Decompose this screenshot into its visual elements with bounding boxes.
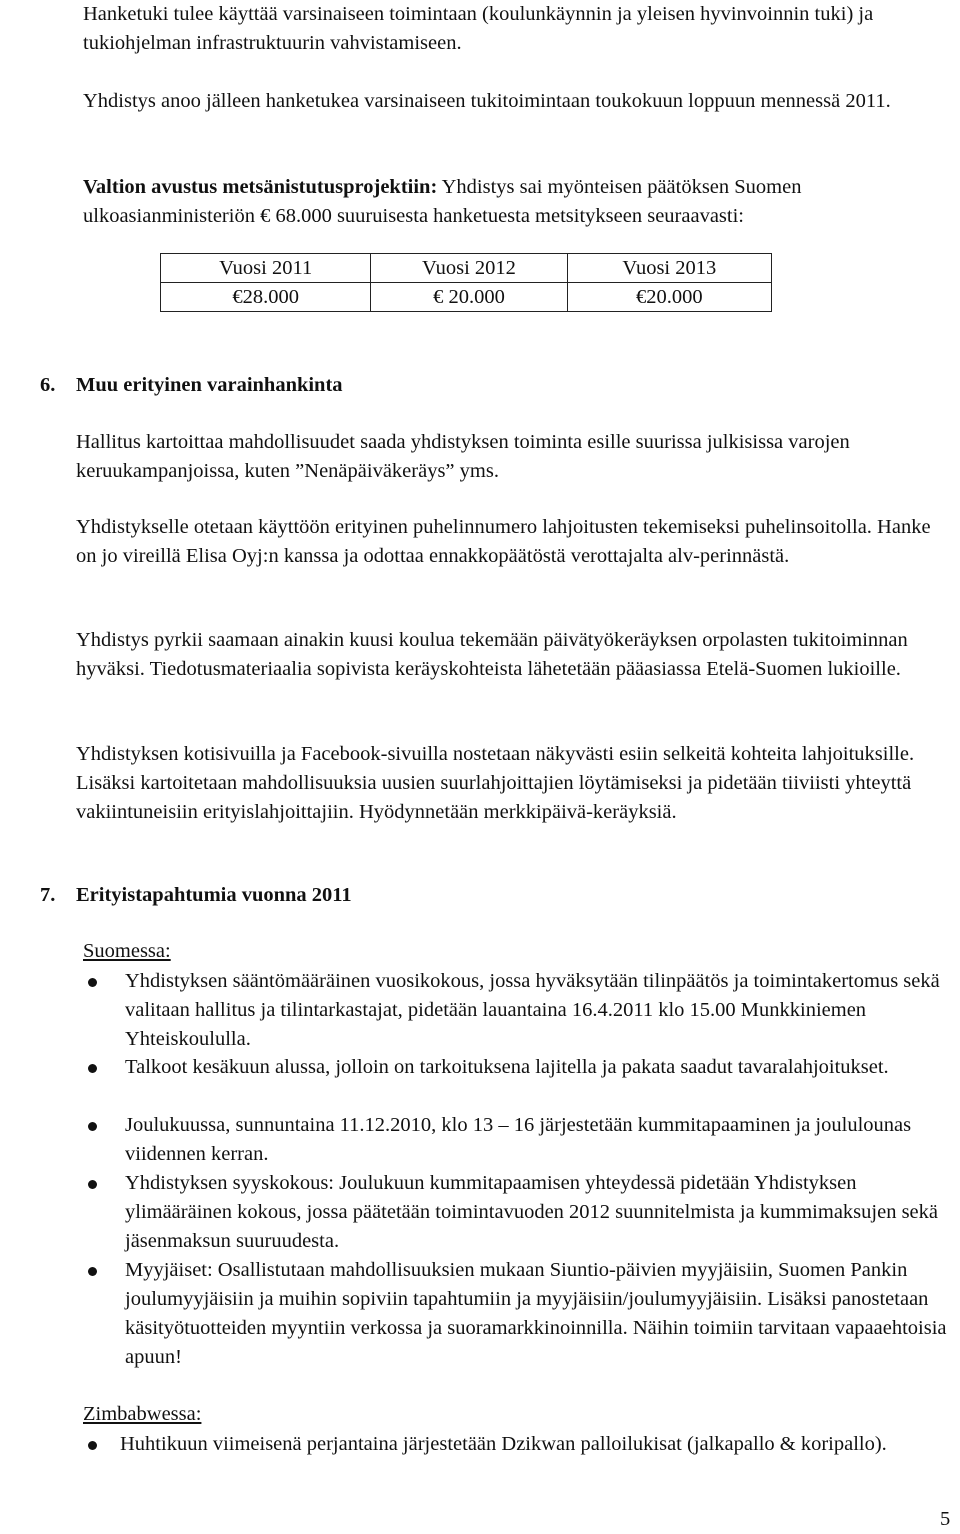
zimbabwe-event-1: Huhtikuun viimeisenä perjantaina järjestetään Dzikwan palloilukisat (jalkapallo & koripallo). (120, 1433, 887, 1455)
bullet-icon (88, 1267, 97, 1276)
section-7-heading: Erityistapahtumia vuonna 2011 (76, 884, 352, 906)
funding-amount-2013: €20.000 (567, 283, 771, 312)
funding-year-2011: Vuosi 2011 (161, 254, 371, 283)
intro-paragraph-2: Yhdistys anoo jälleen hanketukea varsinaiseen tukitoimintaan toukokuun loppuun mennessä 2011. (83, 90, 891, 112)
section-6-number: 6. (40, 374, 56, 396)
section-6-paragraph-4: Yhdistyksen kotisivuilla ja Facebook-sivuilla nostetaan näkyvästi esiin selkeitä kohteita lahjoituksille. Lisäksi kartoitetaan mahdollisuuksia uusien suurlahjoittajien löytämiseksi ja pidetään tiiviisti yhteyttä vakiintuneisiin erityislahjoittajiin. Hyödynnetään merkkipäivä-keräyksiä. (76, 743, 915, 823)
finland-event-4: Yhdistyksen syyskokous: Joulukuun kummitapaamisen yhteydessä pidetään Yhdistyksen ylimääräinen kokous, jossa päätetään toimintavuoden 2012 suunnitelmista ja kummimaksujen sekä jäsenmaksun suuruudesta. (125, 1172, 938, 1252)
funding-table (160, 253, 772, 312)
grant-text: Yhdistys sai myönteisen päätöksen Suomen ulkoasianministeriön € 68.000 suuruisesta hanketuesta metsitykseen seuraavasti: (83, 176, 802, 227)
section-6-heading: Muu erityinen varainhankinta (76, 374, 343, 396)
bullet-icon (88, 1064, 97, 1073)
section-7-number: 7. (40, 884, 56, 906)
funding-year-2013: Vuosi 2013 (567, 254, 771, 283)
grant-heading: Valtion avustus metsänistutusprojektiin: (83, 176, 438, 198)
funding-table-header-row (161, 254, 772, 283)
section-6-paragraph-3: Yhdistys pyrkii saamaan ainakin kuusi koulua tekemään päivätyökeräyksen orpolasten tukitoiminnan hyväksi. Tiedotusmateriaalia sopivista keräyskohteista lähetetään pääasiassa Etelä-Suomen lukioille. (76, 629, 908, 680)
finland-event-2: Talkoot kesäkuun alussa, jolloin on tarkoituksena lajitella ja pakata saadut tavaralahjoitukset. (125, 1056, 889, 1078)
section-6-paragraph-2: Yhdistykselle otetaan käyttöön erityinen puhelinnumero lahjoitusten tekemiseksi puhelinsoitolla. Hanke on jo vireillä Elisa Oyj:n kanssa ja odottaa ennakkopäätöstä verottajalta alv-perinnästä. (76, 516, 931, 567)
funding-amount-2012: € 20.000 (371, 283, 567, 312)
funding-table-value-row (161, 283, 772, 312)
finland-event-1: Yhdistyksen sääntömääräinen vuosikokous, jossa hyväksytään tilinpäätös ja toimintakertomus sekä valitaan hallitus ja tilintarkastajat, pidetään lauantaina 16.4.2011 klo 15.00 Munkkiniemen Yhteiskoululla. (125, 970, 940, 1050)
bullet-icon (88, 1180, 97, 1189)
zimbabwe-label: Zimbabwessa: (83, 1403, 202, 1425)
intro-paragraph-3 (83, 173, 955, 231)
funding-year-2012: Vuosi 2012 (371, 254, 567, 283)
finland-label: Suomessa: (83, 940, 171, 962)
finland-event-5: Myyjäiset: Osallistutaan mahdollisuuksien mukaan Siuntio-päivien myyjäisiin, Suomen Pankin joulumyyjäisiin ja muihin sopiviin tapahtumiin ja myyjäisiin/joulumyyjäisiin. Lisäksi panostetaan käsityötuotteiden myyntiin verkossa ja suoramarkkinoinnilla. Näihin toimiin tarvitaan vapaaehtoisia apuun! (125, 1259, 947, 1368)
intro-paragraph-1: Hanketuki tulee käyttää varsinaiseen toimintaan (koulunkäynnin ja yleisen hyvinvoinnin tuki) ja tukiohjelman infrastruktuurin vahvistamiseen. (83, 3, 874, 54)
funding-amount-2011: €28.000 (161, 283, 371, 312)
finland-event-3: Joulukuussa, sunnuntaina 11.12.2010, klo 13 – 16 järjestetään kummitapaaminen ja joululounas viidennen kerran. (125, 1114, 912, 1165)
section-6-paragraph-1: Hallitus kartoittaa mahdollisuudet saada yhdistyksen toiminta esille suurissa julkisissa varojen keruukampanjoissa, kuten ”Nenäpäiväkeräys” yms. (76, 431, 850, 482)
bullet-icon (88, 978, 97, 987)
page-number: 5 (940, 1508, 951, 1530)
bullet-icon (88, 1122, 97, 1131)
bullet-icon (88, 1441, 97, 1450)
